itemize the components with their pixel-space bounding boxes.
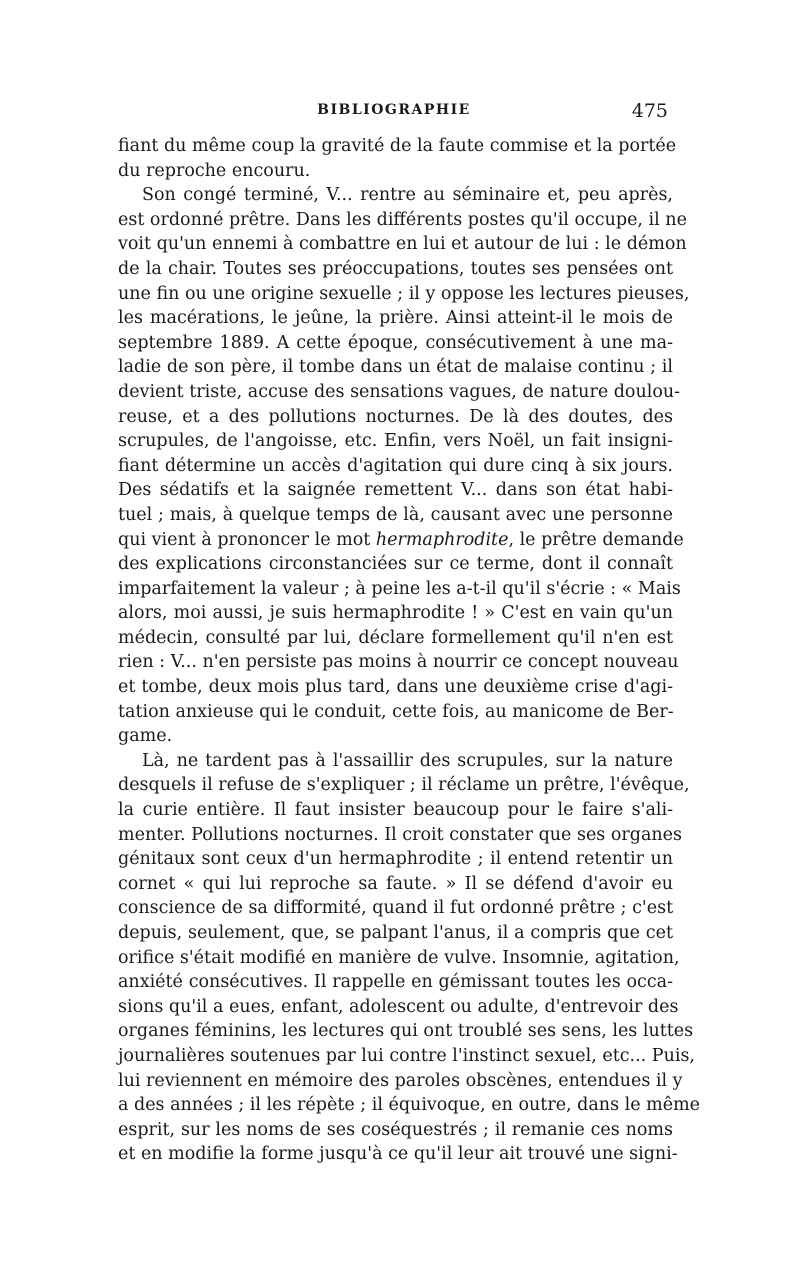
text-line: tuel ; mais, à quelque temps de là, causant avec une personne	[118, 504, 673, 525]
page-number: 475	[631, 100, 668, 122]
text-line: génitaux sont ceux d'un hermaphrodite ; il entend retentir un	[118, 849, 673, 870]
text-line: scrupules, de l'angoisse, etc. Enfin, vers Noël, un fait insigni-	[118, 431, 673, 452]
text-line: journalières soutenues par lui contre l'instinct sexuel, etc... Puis,	[118, 1045, 695, 1066]
running-header	[120, 100, 668, 126]
text-line: rien : V... n'en persiste pas moins à nourrir ce concept nouveau	[118, 652, 679, 673]
paragraph-1	[118, 134, 677, 183]
text-line: voit qu'un ennemi à combattre en lui et autour de lui : le démon	[118, 234, 687, 255]
text-line: imparfaitement la valeur ; à peine les a-t-il qu'il s'écrie : « Mais	[118, 578, 681, 599]
text-line: des explications circonstanciées sur ce terme, dont il connaît	[118, 554, 673, 575]
text-line: est ordonné prêtre. Dans les différents postes qu'il occupe, il ne	[118, 209, 687, 230]
text-line: de la chair. Toutes ses préoccupations, toutes ses pensées ont	[118, 258, 673, 279]
text-line: alors, moi aussi, je suis hermaphrodite ! » C'est en vain qu'un	[118, 603, 673, 624]
paragraph-3	[118, 749, 701, 1167]
text-line: et tombe, deux mois plus tard, dans une deuxième crise d'agi-	[118, 677, 673, 698]
italic-term: hermaphrodite	[375, 529, 509, 550]
text-line: Son congé terminé, V... rentre au séminaire et, peu après,	[142, 185, 673, 206]
text-line: tation anxieuse qui le conduit, cette fois, au manicome de Ber-	[118, 701, 674, 722]
text-line: une fin ou une origine sexuelle ; il y oppose les lectures pieuses,	[118, 283, 690, 304]
page-body	[118, 134, 701, 1167]
text-line: a des années ; il les répète ; il équivoque, en outre, dans le même	[118, 1095, 701, 1116]
text-line: conscience de sa difformité, quand il fut ordonné prêtre ; c'est	[118, 898, 674, 919]
paragraph-2	[118, 183, 690, 749]
text-line: organes féminins, les lectures qui ont troublé ses sens, les luttes	[118, 1021, 694, 1042]
text-line: devient triste, accuse des sensations vagues, de nature doulou-	[118, 381, 681, 402]
text-line: fiant du même coup la gravité de la faute commise et la portée	[118, 136, 677, 156]
text-line: sions qu'il a eues, enfant, adolescent ou adulte, d'entrevoir des	[118, 996, 679, 1017]
text-line: qui vient à prononcer le mot hermaphrodite, le prêtre demande	[118, 529, 684, 550]
text-line: du reproche encouru.	[118, 160, 311, 181]
text-line: ladie de son père, il tombe dans un état de malaise continu ; il	[118, 357, 673, 378]
text-line: game.	[118, 726, 173, 747]
text-line: médecin, consulté par lui, déclare formellement qu'il n'en est	[118, 627, 673, 648]
running-title: BIBLIOGRAPHIE	[317, 102, 471, 118]
text-line: et en modifie la forme jusqu'à ce qu'il leur ait trouvé une signi-	[118, 1144, 678, 1165]
text-line: Là, ne tardent pas à l'assaillir des scrupules, sur la nature	[142, 750, 673, 771]
text-line: esprit, sur les noms de ses coséquestrés ; il remanie ces noms	[118, 1119, 673, 1140]
text-line: depuis, seulement, que, se palpant l'anus, il a compris que cet	[118, 923, 673, 943]
text-line: reuse, et a des pollutions nocturnes. De là des doutes, des	[118, 406, 673, 427]
text-line: les macérations, le jeûne, la prière. Ainsi atteint-il le mois de	[118, 308, 673, 329]
text-line: Des sédatifs et la saignée remettent V... dans son état habi-	[118, 480, 673, 501]
text-line: anxiété consécutives. Il rappelle en gémissant toutes les occa-	[118, 972, 673, 993]
text-line: desquels il refuse de s'expliquer ; il réclame un prêtre, l'évêque,	[118, 775, 690, 796]
text-line: la curie entière. Il faut insister beaucoup pour le faire s'ali-	[118, 800, 673, 821]
text-line: orifice s'était modifié en manière de vulve. Insomnie, agitation,	[118, 947, 680, 968]
text-line: lui reviennent en mémoire des paroles obscènes, entendues il y	[118, 1070, 683, 1091]
text-line: menter. Pollutions nocturnes. Il croit constater que ses organes	[118, 824, 682, 845]
text-line: septembre 1889. A cette époque, consécutivement à une ma-	[118, 332, 673, 353]
text-line: fiant détermine un accès d'agitation qui dure cinq à six jours.	[118, 455, 673, 476]
text-line: cornet « qui lui reproche sa faute. » Il se défend d'avoir eu	[118, 873, 673, 894]
